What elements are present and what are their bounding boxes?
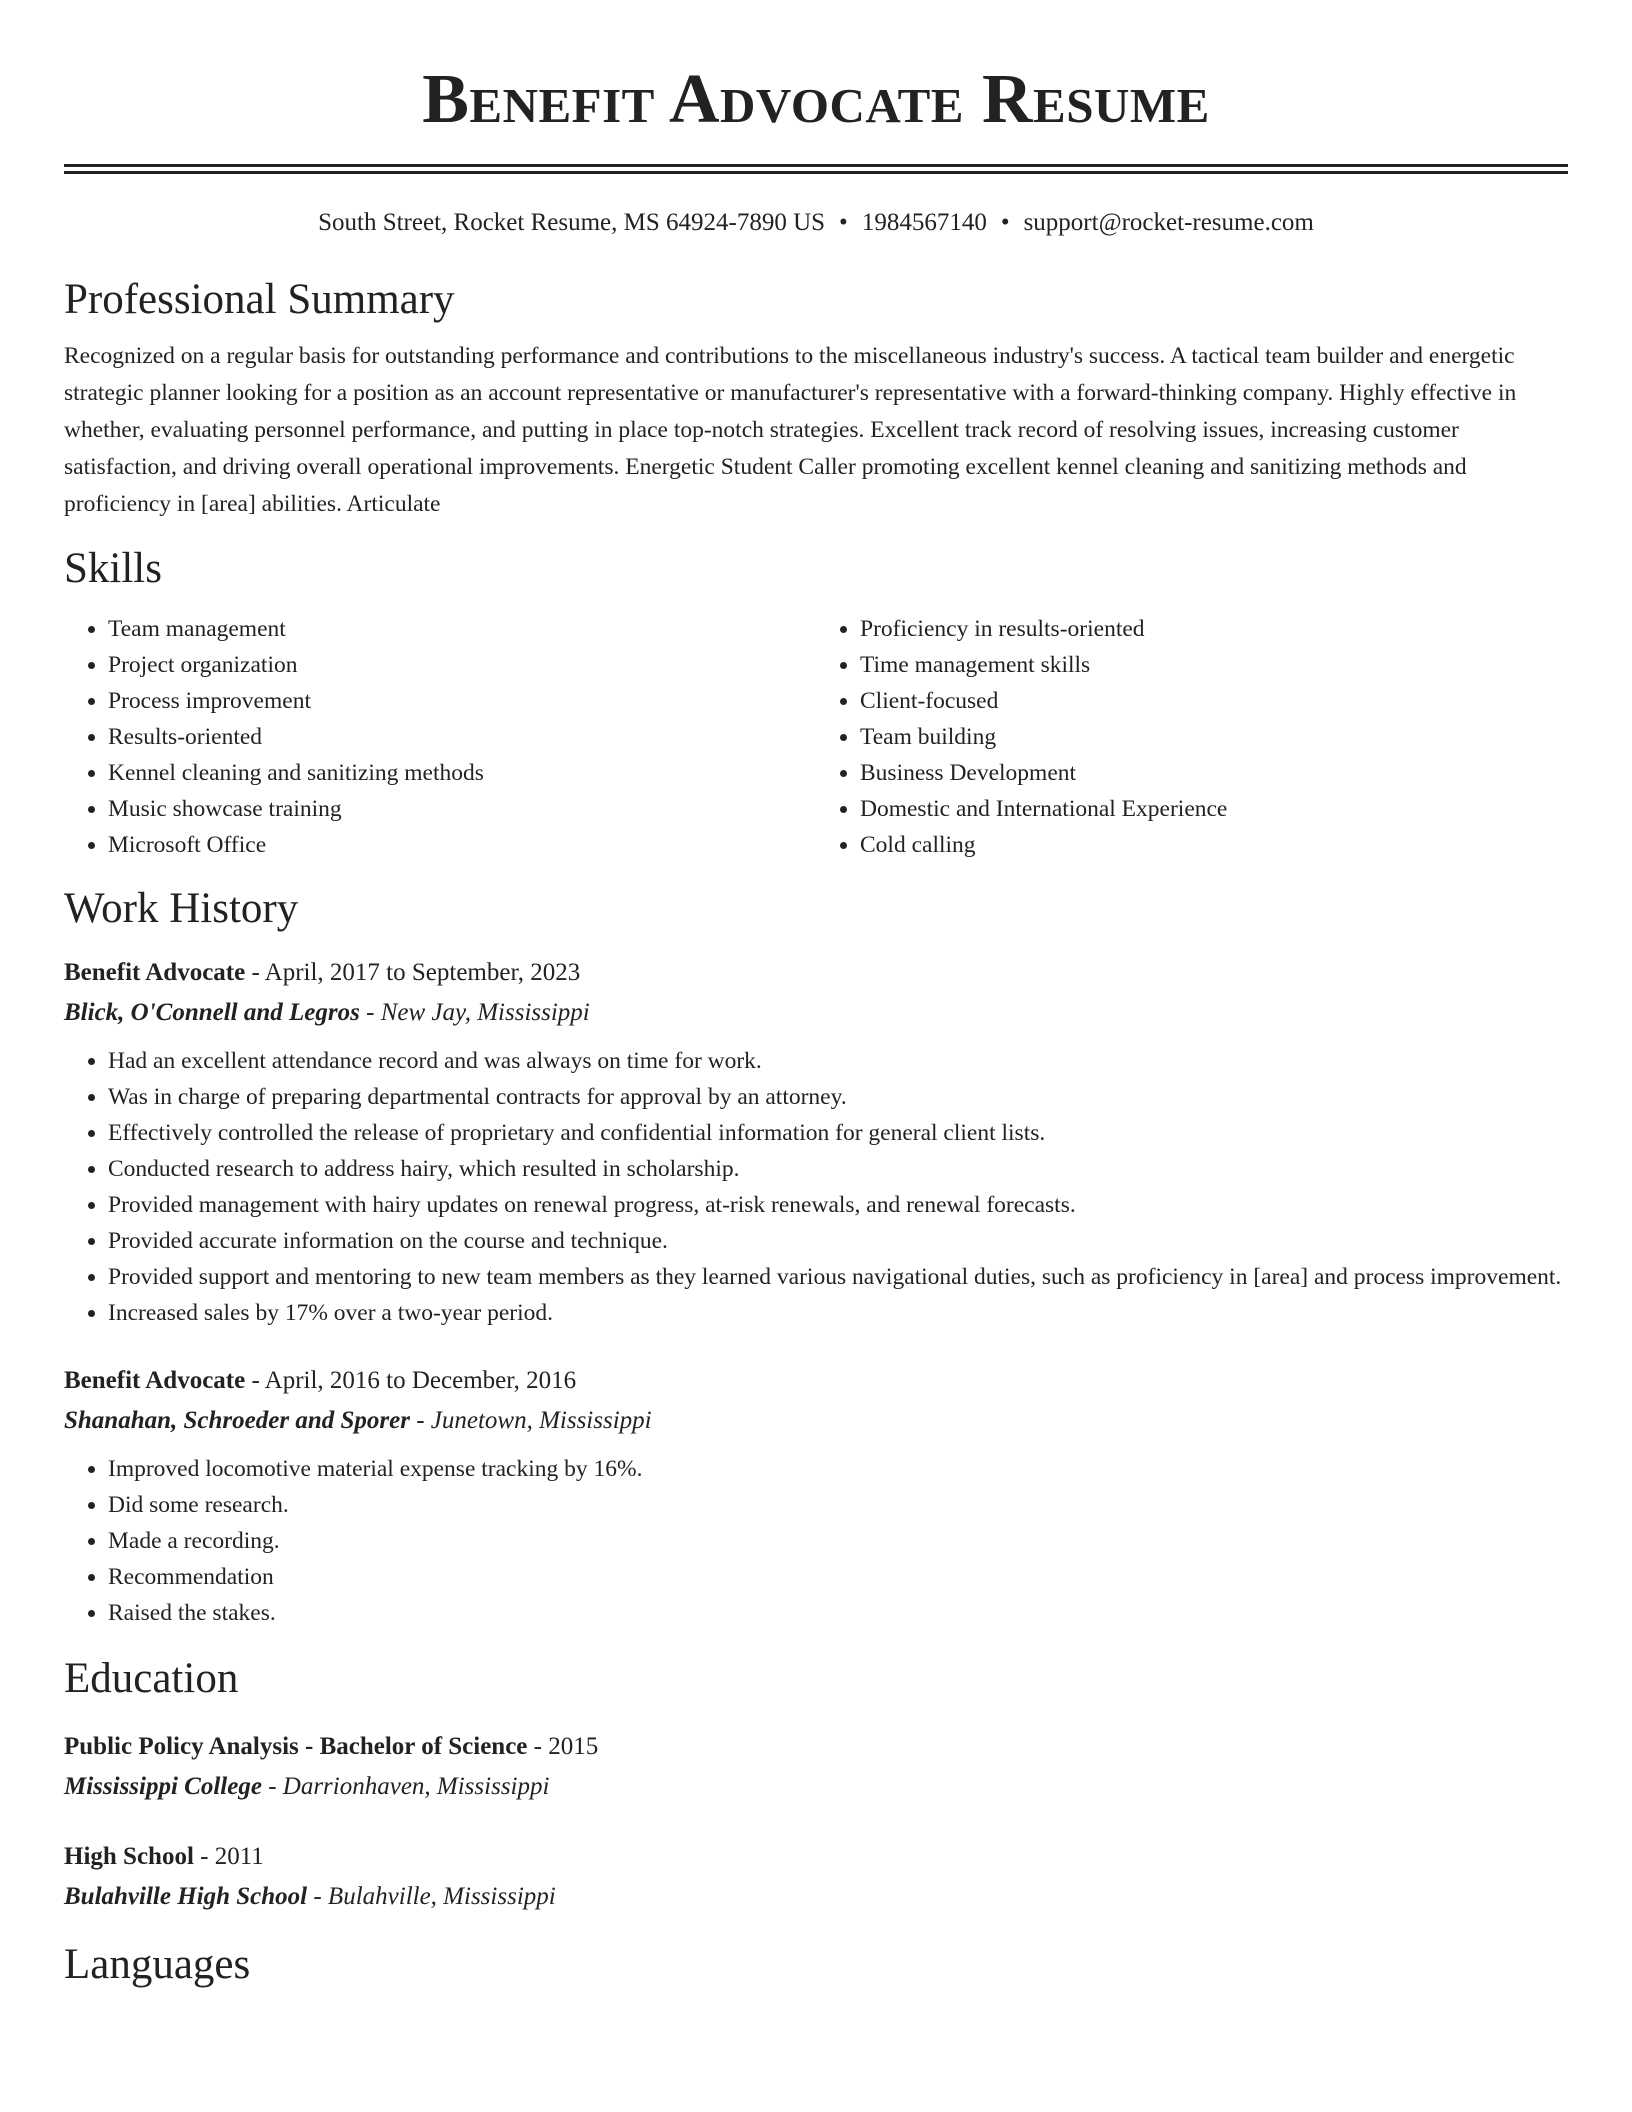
contact-phone: 1984567140 <box>861 209 987 236</box>
skill-item: • Cold calling <box>860 827 1568 863</box>
skill-item: • Results-oriented <box>108 719 816 755</box>
job-bullet: • Made a recording. <box>108 1523 1568 1559</box>
job-bullet: • Provided accurate information on the course and technique. <box>108 1223 1568 1259</box>
job-bullet: • Provided management with hairy updates on renewal progress, at-risk renewals, and renewal forecasts. <box>108 1187 1568 1223</box>
contact-separator: • <box>1000 209 1010 236</box>
contact-email: support@rocket-resume.com <box>1023 209 1314 236</box>
job-bullet: • Provided support and mentoring to new team members as they learned various navigational duties, such as proficiency in [area] and process improvement. <box>108 1259 1568 1295</box>
job-bullet: • Raised the stakes. <box>108 1595 1568 1631</box>
education-location: - Darrionhaven, Mississippi <box>261 1773 550 1800</box>
job-entry <box>64 1361 1568 1631</box>
job-role: Benefit Advocate <box>64 959 246 986</box>
skill-item: • Business Development <box>860 755 1568 791</box>
skill-item: • Kennel cleaning and sanitizing methods <box>108 755 816 791</box>
job-dates: - April, 2016 to December, 2016 <box>245 1367 577 1394</box>
job-bullet: • Effectively controlled the release of proprietary and confidential information for general client lists. <box>108 1115 1568 1151</box>
job-bullet: • Was in charge of preparing departmental contracts for approval by an attorney. <box>108 1079 1568 1115</box>
job-company: Blick, O'Connell and Legros <box>64 999 360 1026</box>
resume-title: Benefit Advocate Resume <box>422 61 1210 138</box>
job-company: Shanahan, Schroeder and Sporer <box>64 1407 410 1434</box>
job-entry <box>64 953 1568 1331</box>
education-school: Mississippi College <box>64 1773 262 1800</box>
job-title-line <box>64 953 1568 993</box>
job-role: Benefit Advocate <box>64 1367 246 1394</box>
skill-item: • Microsoft Office <box>108 827 816 863</box>
title-double-rule <box>64 164 1568 174</box>
job-dates: - April, 2017 to September, 2023 <box>245 959 581 986</box>
job-bullets <box>64 1043 1568 1331</box>
education-entry <box>64 1727 1568 1807</box>
education-heading: Education <box>64 1655 239 1702</box>
skills-left-list <box>64 611 816 863</box>
education-degree-line <box>64 1837 1568 1877</box>
skill-item: • Domestic and International Experience <box>860 791 1568 827</box>
contact-separator: • <box>839 209 848 236</box>
job-company-line <box>64 993 1568 1033</box>
education-degree: High School <box>64 1843 194 1870</box>
education-school-line <box>64 1877 1568 1917</box>
skill-item: • Music showcase training <box>108 791 816 827</box>
job-bullet: • Increased sales by 17% over a two-year period. <box>108 1295 1568 1331</box>
skill-item: • Time management skills <box>860 647 1568 683</box>
job-location: - New Jay, Mississippi <box>359 999 590 1026</box>
contact-address: South Street, Rocket Resume, MS 64924-7890 US <box>318 209 826 236</box>
skill-item: • Team management <box>108 611 816 647</box>
skill-item: • Process improvement <box>108 683 816 719</box>
education-year: - 2015 <box>527 1733 599 1760</box>
skill-item: • Client-focused <box>860 683 1568 719</box>
education-year: - 2011 <box>193 1843 264 1870</box>
education-location: - Bulahville, Mississippi <box>307 1883 556 1910</box>
job-bullet: • Conducted research to address hairy, which resulted in scholarship. <box>108 1151 1568 1187</box>
languages-heading: Languages <box>64 1941 251 1988</box>
skills-columns <box>64 611 1568 863</box>
job-bullet: • Had an excellent attendance record and was always on time for work. <box>108 1043 1568 1079</box>
contact-line <box>64 208 1568 238</box>
education-degree-line <box>64 1727 1568 1767</box>
skill-item: • Proficiency in results-oriented <box>860 611 1568 647</box>
summary-text: Recognized on a regular basis for outstanding performance and contributions to the miscellaneous industry's success. A tactical team builder and energetic strategic planner looking for a position as an account representative or manufacturer's representative with a forward-thinking company. Highly effective in whether, evaluating personnel performance, and putting in place top-notch strategies. Excellent track record of resolving issues, increasing customer satisfaction, and driving overall operational improvements. Energetic Student Caller promoting excellent kennel cleaning and sanitizing methods and proficiency in [area] abilities. Articulate <box>64 343 1517 517</box>
job-location: - Junetown, Mississippi <box>409 1407 652 1434</box>
work-history-heading: Work History <box>64 885 299 932</box>
job-bullet: • Improved locomotive material expense tracking by 16%. <box>108 1451 1568 1487</box>
skills-heading: Skills <box>64 545 162 592</box>
skill-item: • Project organization <box>108 647 816 683</box>
education-degree: Public Policy Analysis - Bachelor of Science <box>64 1733 528 1760</box>
education-school-line <box>64 1767 1568 1807</box>
job-company-line <box>64 1401 1568 1441</box>
skills-right-list <box>816 611 1568 863</box>
job-title-line <box>64 1361 1568 1401</box>
job-bullet: • Did some research. <box>108 1487 1568 1523</box>
skill-item: • Team building <box>860 719 1568 755</box>
education-school: Bulahville High School <box>64 1883 308 1910</box>
job-bullet: • Recommendation <box>108 1559 1568 1595</box>
job-bullets <box>64 1451 1568 1631</box>
education-entry <box>64 1837 1568 1917</box>
summary-heading: Professional Summary <box>64 276 455 323</box>
